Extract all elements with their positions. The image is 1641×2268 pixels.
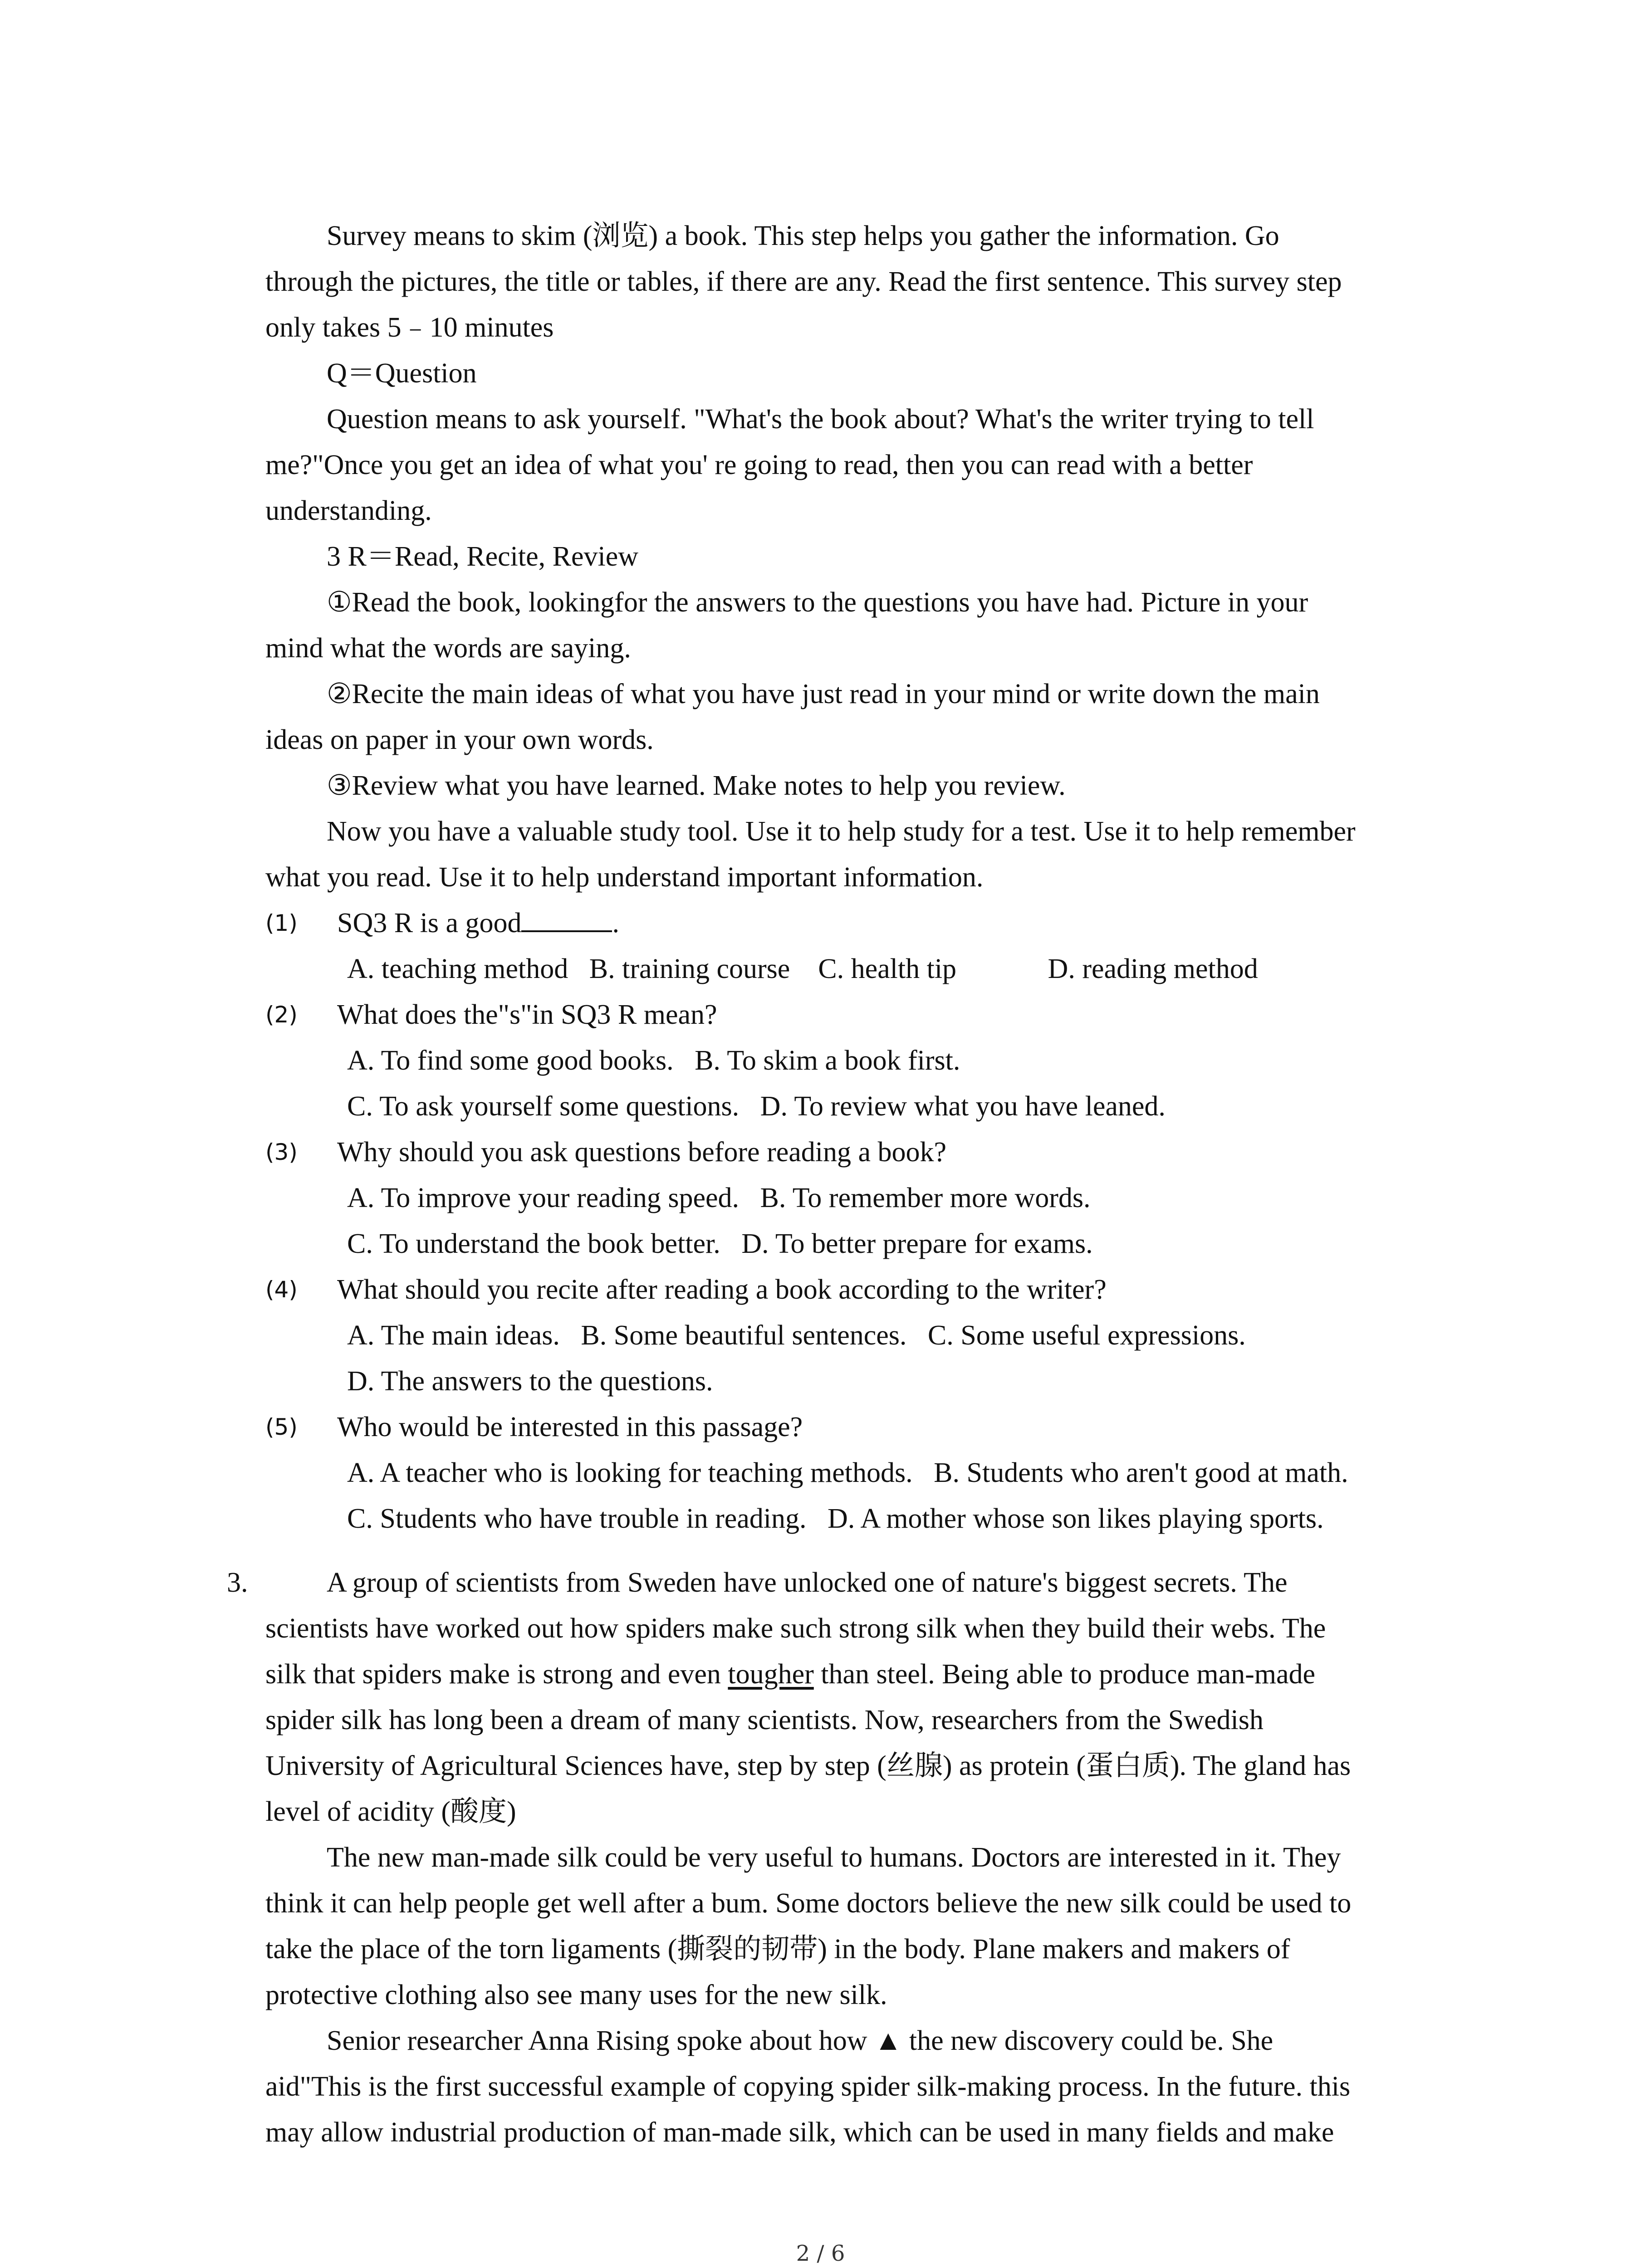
section-3-paragraph-3 — [265, 2018, 1463, 2156]
question-stem — [265, 1129, 1463, 1175]
stem-text: Why should you ask questions before reading a book? — [337, 1137, 947, 1168]
text-line: aid"This is the first successful example of copying spider silk-making process. In the future. this — [265, 2071, 1351, 2102]
stem-text: SQ3 R is a good — [337, 908, 522, 938]
answer-blank — [521, 908, 612, 932]
section-3 — [227, 1560, 1463, 2156]
page-content — [227, 213, 1463, 2156]
text-line: understanding. — [265, 495, 432, 526]
text-line: ①Read the book, lookingfor the answers to the questions you have had. Picture in your — [327, 587, 1308, 618]
question-number: (1) — [265, 910, 298, 936]
question-paragraph — [265, 396, 1463, 534]
question-number: (4) — [265, 1276, 298, 1303]
option-line: A. A teacher who is looking for teaching methods. B. Students who aren't good at math. — [347, 1457, 1348, 1488]
text-line: ideas on paper in your own words. — [265, 724, 654, 755]
stem-text: Who would be interested in this passage? — [337, 1412, 803, 1442]
text-line: Survey means to skim (浏览) a book. This step helps you gather the information. Go — [327, 220, 1279, 251]
question-stem — [265, 1267, 1463, 1313]
text-line: University of Agricultural Sciences have, step by step (丝腺) as protein (蛋白质). The gland has — [265, 1750, 1351, 1781]
section-3-paragraph-2 — [265, 1835, 1463, 2018]
text-line: Now you have a valuable study tool. Use it to help study for a test. Use it to help remember — [327, 816, 1356, 847]
text-line: protective clothing also see many uses for the new silk. — [265, 1980, 887, 2010]
option-line: A. To find some good books. B. To skim a book first. — [347, 1045, 960, 1076]
stem-text: . — [612, 908, 619, 938]
question-1 — [265, 900, 1463, 992]
text-line: scientists have worked out how spiders make such strong silk when they build their webs. The — [265, 1613, 1326, 1644]
text-line: think it can help people get well after a bum. Some doctors believe the new silk could be used to — [265, 1888, 1352, 1919]
page-number: 2 / 6 — [796, 2241, 845, 2266]
stem-text: What should you recite after reading a book according to the writer? — [337, 1274, 1107, 1305]
recite-paragraph — [265, 671, 1463, 763]
question-4 — [265, 1267, 1463, 1404]
question-5 — [265, 1404, 1463, 1542]
question-number: (5) — [265, 1414, 298, 1440]
r-heading: 3 R＝Read, Recite, Review — [327, 541, 638, 572]
question-3 — [265, 1129, 1463, 1267]
text-line: mind what the words are saying. — [265, 633, 631, 664]
text-line: A group of scientists from Sweden have unlocked one of nature's biggest secrets. The — [327, 1567, 1288, 1598]
question-stem — [265, 1404, 1463, 1450]
underlined-word: tougher — [728, 1659, 814, 1690]
text-span: silk that spiders make is strong and even — [265, 1659, 728, 1690]
option-line: A. The main ideas. B. Some beautiful sentences. C. Some useful expressions. — [347, 1320, 1246, 1351]
text-line: Question means to ask yourself. "What's the book about? What's the writer trying to tell — [327, 404, 1314, 435]
option-line: C. To ask yourself some questions. D. To review what you have leaned. — [347, 1091, 1166, 1122]
question-2 — [265, 992, 1463, 1129]
text-line: ②Recite the main ideas of what you have just read in your mind or write down the main — [327, 679, 1320, 709]
text-line: The new man-made silk could be very useful to humans. Doctors are interested in it. They — [327, 1842, 1341, 1873]
section-number: 3. — [227, 1567, 248, 1598]
text-line: level of acidity (酸度) — [265, 1796, 516, 1827]
text-line: what you read. Use it to help understand important information. — [265, 862, 984, 893]
q-heading: Q＝Question — [327, 358, 477, 389]
text-line — [265, 1652, 1463, 1697]
option-line: A. teaching method B. training course C. health tip D. reading method — [347, 953, 1258, 984]
option-line: D. The answers to the questions. — [347, 1366, 713, 1397]
option-line: C. To understand the book better. D. To better prepare for exams. — [347, 1228, 1093, 1259]
section-3-paragraph-1 — [265, 1560, 1463, 1835]
survey-paragraph — [265, 213, 1463, 351]
question-stem — [265, 900, 1463, 946]
option-line: A. To improve your reading speed. B. To remember more words. — [347, 1183, 1091, 1213]
stem-text: What does the"s"in SQ3 R mean? — [337, 999, 717, 1030]
text-line: spider silk has long been a dream of many scientists. Now, researchers from the Swedish — [265, 1705, 1264, 1735]
review-paragraph: ③Review what you have learned. Make notes to help you review. — [327, 770, 1066, 801]
question-number: (3) — [265, 1139, 298, 1165]
text-span: than steel. Being able to produce man-made — [813, 1659, 1316, 1690]
text-line: take the place of the torn ligaments (撕裂的韧带) in the body. Plane makers and makers of — [265, 1934, 1290, 1965]
option-line: C. Students who have trouble in reading. D. A mother whose son likes playing sports. — [347, 1503, 1324, 1534]
text-line: Senior researcher Anna Rising spoke about how ▲ the new discovery could be. She — [327, 2025, 1274, 2056]
read-paragraph — [265, 580, 1463, 671]
text-line: through the pictures, the title or tables, if there are any. Read the first sentence. This survey step — [265, 266, 1342, 297]
question-stem — [265, 992, 1463, 1038]
text-line: only takes 5﹣10 minutes — [265, 312, 554, 343]
text-line: may allow industrial production of man-made silk, which can be used in many fields and make — [265, 2117, 1334, 2148]
section-gap — [265, 1542, 1463, 1560]
conclusion-paragraph — [265, 809, 1463, 900]
text-line: me?"Once you get an idea of what you' re going to read, then you can read with a better — [265, 450, 1253, 480]
question-number: (2) — [265, 1002, 298, 1028]
